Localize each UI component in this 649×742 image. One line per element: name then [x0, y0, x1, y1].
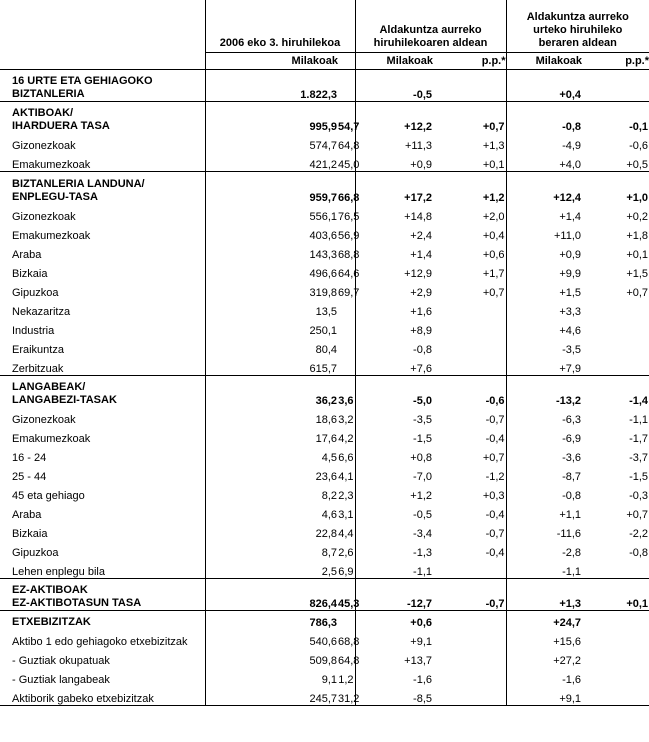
row-label: Gipuzkoa	[12, 286, 59, 299]
cell-value: 995,9	[205, 101, 338, 133]
cell-value	[338, 337, 355, 356]
cell-value: -1,5	[355, 426, 433, 445]
cell-value: +11,3	[355, 133, 433, 152]
cell-value: 64,8	[338, 654, 360, 667]
cell-value: -6,9	[506, 426, 582, 445]
cell-value: 68,8	[338, 248, 360, 261]
cell-value: +0,6	[482, 248, 505, 261]
table-row	[0, 426, 649, 445]
cell-value: 76,5	[338, 210, 360, 223]
table-row	[0, 152, 649, 172]
cell-value: +7,9	[506, 356, 582, 376]
cell-value	[433, 667, 506, 686]
cell-value	[433, 318, 506, 337]
cell-value: 4,6	[205, 502, 338, 521]
table-row	[0, 483, 649, 502]
cell-value: +3,3	[506, 299, 582, 318]
cell-value: 22,8	[205, 521, 338, 540]
cell-value: +0,9	[506, 242, 582, 261]
cell-value: 31,2	[338, 686, 355, 706]
table-row	[0, 686, 649, 706]
cell-value: +4,6	[506, 318, 582, 337]
cell-value: +0,6	[355, 611, 433, 629]
subheader-thousands: Milakoak	[205, 52, 338, 69]
table-row	[0, 502, 649, 521]
cell-value: 9,1	[205, 667, 338, 686]
cell-value: 80,4	[205, 337, 338, 356]
row-label: Aktiborik gabeko etxebizitzak	[0, 686, 205, 706]
cell-value: +0,4	[506, 69, 582, 101]
row-label: Zerbitzuak	[12, 362, 64, 375]
cell-value: 45,3	[338, 579, 355, 611]
section-row	[0, 172, 649, 204]
cell-value: -0,1	[582, 101, 649, 133]
cell-value: 615,7	[205, 356, 338, 376]
cell-value: -4,9	[506, 133, 582, 152]
row-label: Nekazaritza	[12, 305, 71, 318]
cell-value	[433, 356, 506, 376]
cell-value: -7,0	[355, 464, 433, 483]
cell-value: 64,6	[338, 267, 360, 280]
cell-value: -1,6	[506, 667, 582, 686]
cell-value: +1,3	[482, 140, 505, 152]
cell-value: 421,2	[205, 152, 338, 172]
cell-value: 4,1	[338, 471, 354, 483]
table-row	[0, 540, 649, 559]
cell-value: +0,1	[626, 248, 649, 261]
cell-value: +1,5	[626, 267, 649, 280]
cell-value: 45,0	[338, 159, 360, 171]
cell-value: -1,4	[582, 375, 649, 407]
cell-value: -0,7	[485, 414, 505, 426]
cell-value	[433, 299, 506, 318]
cell-value: -0,7	[433, 579, 506, 611]
table-row	[0, 261, 649, 280]
cell-value: -12,7	[355, 579, 433, 611]
table-row	[0, 356, 649, 376]
cell-value: -0,5	[355, 69, 433, 101]
section-row	[0, 69, 649, 101]
row-label: Gipuzkoa	[12, 547, 59, 559]
cell-value: +9,9	[506, 261, 582, 280]
cell-value: -3,6	[506, 445, 582, 464]
cell-value: +0,3	[482, 490, 505, 502]
cell-value: 540,6	[205, 629, 338, 648]
row-label: Industria	[12, 324, 55, 337]
cell-value: +17,2	[355, 172, 433, 204]
cell-value	[582, 629, 649, 648]
row-label: - Guztiak langabeak	[12, 673, 110, 686]
cell-value: +9,1	[355, 629, 433, 648]
row-label: 45 eta gehiago	[12, 490, 85, 502]
cell-value: 1,2	[338, 673, 354, 686]
cell-value	[433, 629, 506, 648]
row-label: Bizkaia	[12, 267, 48, 280]
cell-value	[582, 611, 649, 629]
cell-value: 786,3	[205, 611, 338, 629]
header-prev-year-change: Aldakuntza aurreko urteko hiruhileko beraren aldean	[506, 0, 649, 52]
cell-value: -8,5	[355, 686, 433, 706]
row-label: Araba	[12, 509, 42, 521]
table-row	[0, 242, 649, 261]
cell-value	[338, 69, 355, 101]
cell-value: 250,1	[205, 318, 338, 337]
row-label: Gizonezkoak	[12, 140, 76, 152]
cell-value: +15,6	[506, 629, 582, 648]
cell-value: -1,3	[355, 540, 433, 559]
cell-value: 56,9	[338, 229, 360, 242]
cell-value	[433, 559, 506, 579]
cell-value	[582, 318, 649, 337]
cell-value: -1,6	[355, 667, 433, 686]
cell-value: 4,4	[338, 528, 354, 540]
cell-value: +0,2	[626, 210, 649, 223]
cell-value: -5,0	[355, 375, 433, 407]
cell-value	[582, 299, 649, 318]
cell-value: -0,3	[629, 490, 649, 502]
row-label: EZ-AKTIBOAK EZ-AKTIBOTASUN TASA	[0, 579, 205, 611]
cell-value: +1,0	[582, 172, 649, 204]
cell-value: -3,4	[355, 521, 433, 540]
cell-value	[338, 318, 355, 337]
row-label: LANGABEAK/ LANGABEZI-TASAK	[0, 375, 205, 407]
cell-value	[433, 648, 506, 667]
cell-value	[433, 611, 506, 629]
cell-value: -1,1	[355, 559, 433, 579]
cell-value: -0,6	[433, 375, 506, 407]
cell-value: 8,7	[205, 540, 338, 559]
subheader-thousands: Milakoak	[355, 52, 433, 69]
header-prev-quarter-change: Aldakuntza aurreko hiruhilekoaren aldean	[355, 0, 506, 52]
cell-value: +0,7	[626, 509, 649, 521]
cell-value: -1,1	[629, 414, 649, 426]
cell-value: +2,0	[482, 210, 505, 223]
table-row	[0, 464, 649, 483]
cell-value: -0,4	[485, 547, 505, 559]
cell-value	[582, 559, 649, 579]
cell-value: -3,7	[629, 452, 649, 464]
cell-value: +14,8	[355, 204, 433, 223]
cell-value: +8,9	[355, 318, 433, 337]
cell-value: +7,6	[355, 356, 433, 376]
cell-value: -6,3	[506, 407, 582, 426]
section-row	[0, 611, 649, 629]
cell-value: -11,6	[506, 521, 582, 540]
cell-value: -0,6	[629, 140, 649, 152]
cell-value	[582, 686, 649, 706]
cell-value: 403,6	[205, 223, 338, 242]
row-label: AKTIBOAK/ IHARDUERA TASA	[0, 101, 205, 133]
row-label: Bizkaia	[12, 528, 48, 540]
cell-value: 509,8	[205, 648, 338, 667]
table-row	[0, 280, 649, 299]
cell-value: +1,5	[506, 280, 582, 299]
table-row	[0, 318, 649, 337]
cell-value: +0,7	[482, 286, 505, 299]
cell-value: 1.822,3	[205, 69, 338, 101]
cell-value: 3,6	[338, 375, 355, 407]
cell-value	[582, 356, 649, 376]
cell-value	[433, 686, 506, 706]
cell-value: 574,7	[205, 133, 338, 152]
cell-value	[338, 356, 355, 376]
cell-value: 959,7	[205, 172, 338, 204]
row-label: Gizonezkoak	[12, 414, 76, 426]
cell-value: +27,2	[506, 648, 582, 667]
cell-value: +1,1	[506, 502, 582, 521]
cell-value: 143,3	[205, 242, 338, 261]
cell-value: -1,1	[506, 559, 582, 579]
cell-value: +12,2	[355, 101, 433, 133]
row-label: BIZTANLERIA LANDUNA/ ENPLEGU-TASA	[0, 172, 205, 204]
cell-value: 18,6	[205, 407, 338, 426]
cell-value: +1,6	[355, 299, 433, 318]
cell-value	[433, 337, 506, 356]
cell-value	[433, 69, 506, 101]
cell-value: 66,8	[338, 172, 355, 204]
subheader-thousands: Milakoak	[506, 52, 582, 69]
row-label: Lehen enplegu bila	[12, 566, 105, 578]
row-label: Araba	[12, 248, 42, 261]
cell-value: +0,7	[482, 452, 505, 464]
cell-value: 3,1	[338, 509, 354, 521]
cell-value	[582, 648, 649, 667]
row-label: 16 URTE ETA GEHIAGOKO BIZTANLERIA	[0, 69, 205, 101]
table-row	[0, 559, 649, 579]
row-label: 25 - 44	[12, 471, 47, 483]
cell-value: +24,7	[506, 611, 582, 629]
header-current-quarter: 2006 eko 3. hiruhilekoa	[205, 0, 355, 52]
cell-value	[582, 337, 649, 356]
cell-value: +2,9	[355, 280, 433, 299]
cell-value	[582, 667, 649, 686]
cell-value	[338, 299, 355, 318]
cell-value: 68,8	[338, 635, 360, 648]
cell-value: +11,0	[506, 223, 582, 242]
table-row	[0, 407, 649, 426]
cell-value: +1,3	[506, 579, 582, 611]
subheader-pp: p.p.*	[582, 52, 649, 69]
cell-value: +0,5	[626, 159, 649, 171]
cell-value: -2,8	[506, 540, 582, 559]
cell-value: -0,5	[355, 502, 433, 521]
cell-value: -0,8	[355, 337, 433, 356]
cell-value: -2,2	[629, 528, 649, 540]
cell-value: -1,7	[629, 433, 649, 445]
cell-value: -0,4	[485, 509, 505, 521]
cell-value: +1,2	[355, 483, 433, 502]
cell-value: 36,2	[205, 375, 338, 407]
cell-value: +12,4	[506, 172, 582, 204]
cell-value	[338, 611, 355, 629]
cell-value: -0,8	[506, 101, 582, 133]
row-label: Emakumezkoak	[12, 433, 91, 445]
cell-value: 556,1	[205, 204, 338, 223]
cell-value: +0,7	[433, 101, 506, 133]
cell-value: 8,2	[205, 483, 338, 502]
cell-value: 64,8	[338, 140, 360, 152]
cell-value: +2,4	[355, 223, 433, 242]
cell-value: +12,9	[355, 261, 433, 280]
cell-value: -1,5	[629, 471, 649, 483]
cell-value: 245,7	[205, 686, 338, 706]
cell-value: 17,6	[205, 426, 338, 445]
row-label: Gizonezkoak	[12, 210, 76, 223]
cell-value: -0,7	[485, 528, 505, 540]
table-row	[0, 648, 649, 667]
cell-value: 2,3	[338, 490, 354, 502]
cell-value: 69,7	[338, 286, 360, 299]
subheader-pp: p.p.*	[433, 52, 506, 69]
cell-value: +13,7	[355, 648, 433, 667]
cell-value: +1,7	[482, 267, 505, 280]
cell-value: +4,0	[506, 152, 582, 172]
row-label: 16 - 24	[12, 452, 47, 464]
table-row	[0, 337, 649, 356]
table-row	[0, 521, 649, 540]
cell-value: +0,1	[582, 579, 649, 611]
cell-value: 4,5	[205, 445, 338, 464]
cell-value: 23,6	[205, 464, 338, 483]
cell-value: -8,7	[506, 464, 582, 483]
cell-value	[582, 69, 649, 101]
table-row	[0, 667, 649, 686]
cell-value: 2,5	[205, 559, 338, 579]
section-row	[0, 101, 649, 133]
cell-value: 4,2	[338, 433, 354, 445]
cell-value: -0,4	[485, 433, 505, 445]
cell-value: 2,6	[338, 547, 354, 559]
cell-value: +0,8	[355, 445, 433, 464]
cell-value: 6,6	[338, 452, 354, 464]
table-row	[0, 629, 649, 648]
cell-value: +1,2	[433, 172, 506, 204]
cell-value: +0,7	[626, 286, 649, 299]
row-label: Emakumezkoak	[12, 229, 91, 242]
cell-value: +0,1	[482, 159, 505, 171]
cell-value: 496,6	[205, 261, 338, 280]
cell-value: +1,8	[626, 229, 649, 242]
cell-value: -3,5	[506, 337, 582, 356]
cell-value: +0,9	[355, 152, 433, 172]
cell-value: +9,1	[506, 686, 582, 706]
cell-value: +0,4	[482, 229, 505, 242]
table-row	[0, 299, 649, 318]
cell-value: -3,5	[355, 407, 433, 426]
cell-value: 3,2	[338, 414, 354, 426]
cell-value: -1,2	[485, 471, 505, 483]
row-label: Emakumezkoak	[12, 159, 91, 171]
cell-value: -0,8	[629, 547, 649, 559]
section-row	[0, 579, 649, 611]
cell-value: +1,4	[506, 204, 582, 223]
row-label: - Guztiak okupatuak	[12, 654, 110, 667]
table-row	[0, 133, 649, 152]
cell-value: 13,5	[205, 299, 338, 318]
row-label: Eraikuntza	[12, 343, 64, 356]
table-row	[0, 204, 649, 223]
section-row	[0, 375, 649, 407]
cell-value: -13,2	[506, 375, 582, 407]
cell-value: +1,4	[355, 242, 433, 261]
cell-value: 826,4	[205, 579, 338, 611]
cell-value: -0,8	[506, 483, 582, 502]
cell-value: 6,9	[338, 566, 354, 578]
row-label: Aktibo 1 edo gehiagoko etxebizitzak	[12, 635, 188, 648]
cell-value: 54,7	[338, 101, 355, 133]
table-row	[0, 445, 649, 464]
cell-value: 319,8	[205, 280, 338, 299]
table-row	[0, 223, 649, 242]
row-label: ETXEBIZITZAK	[0, 611, 205, 629]
